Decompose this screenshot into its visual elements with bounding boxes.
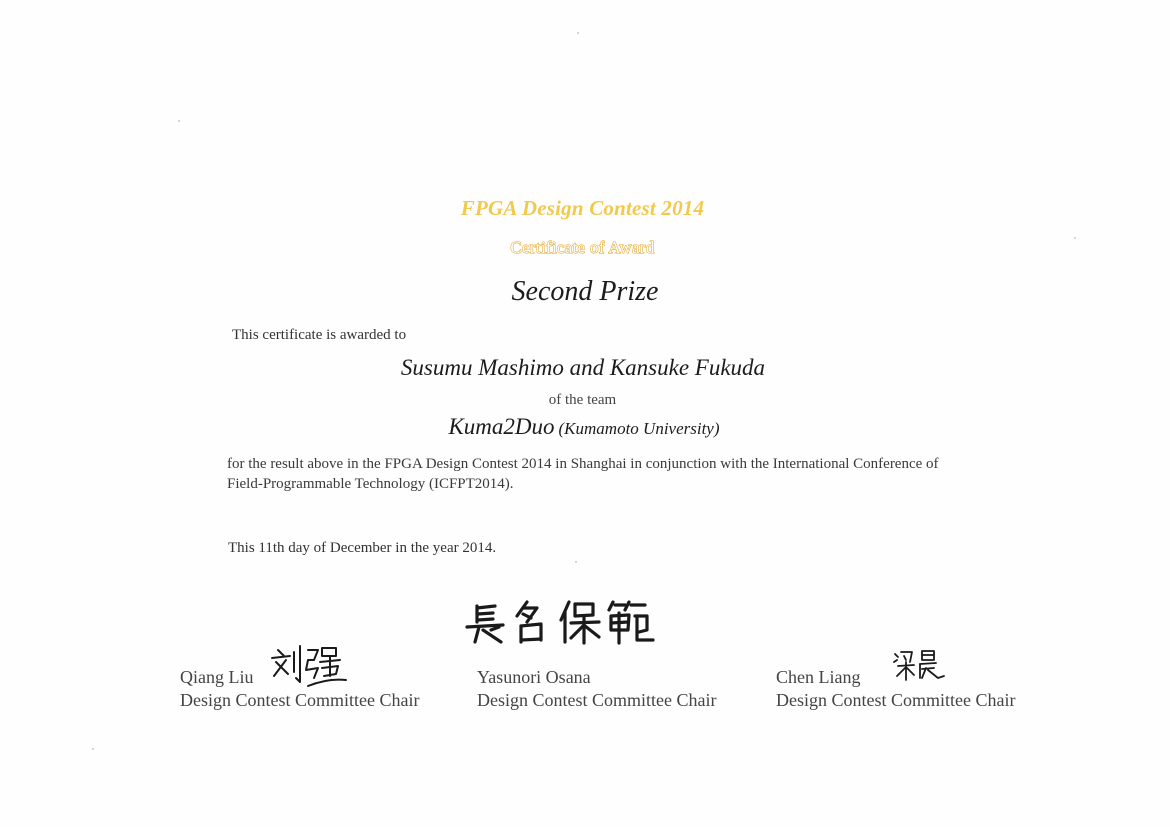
awardee-names: Susumu Mashimo and Kansuke Fukuda: [400, 355, 766, 380]
signatory-block: [776, 666, 1015, 712]
scan-speck: [577, 32, 579, 34]
team-name: Kuma2Duo: [448, 414, 555, 439]
award-description: for the result above in the FPGA Design Contest 2014 in Shanghai in conjunction with the International Conference of Field-Programmable Technology (ICFPT2014).: [227, 456, 939, 492]
team-line: [0, 414, 1168, 440]
signatory-name: Yasunori Osana: [477, 667, 591, 687]
of-the-team-text: of the team: [548, 392, 617, 408]
contest-title: FPGA Design Contest 2014: [460, 196, 705, 220]
scan-speck: [575, 561, 577, 563]
team-affiliation: (Kumamoto University): [558, 419, 720, 438]
signatory-name: Chen Liang: [776, 667, 861, 687]
award-date: This 11th day of December in the year 2014.: [228, 540, 497, 556]
signatory-block: [180, 666, 419, 712]
certificate-heading: Certificate of Award: [510, 238, 655, 257]
scan-speck: [1074, 237, 1076, 239]
signatory-role: Design Contest Committee Chair: [477, 690, 717, 710]
scan-speck: [92, 748, 94, 750]
signatory-role: Design Contest Committee Chair: [776, 690, 1016, 710]
handwritten-signature-seal: [463, 596, 658, 648]
awarded-to-text: This certificate is awarded to: [232, 327, 407, 343]
signatory-block: [477, 666, 716, 712]
signatory-name: Qiang Liu: [180, 667, 254, 687]
signatory-role: Design Contest Committee Chair: [180, 690, 420, 710]
scan-speck: [178, 120, 180, 122]
prize-title: Second Prize: [511, 276, 659, 307]
